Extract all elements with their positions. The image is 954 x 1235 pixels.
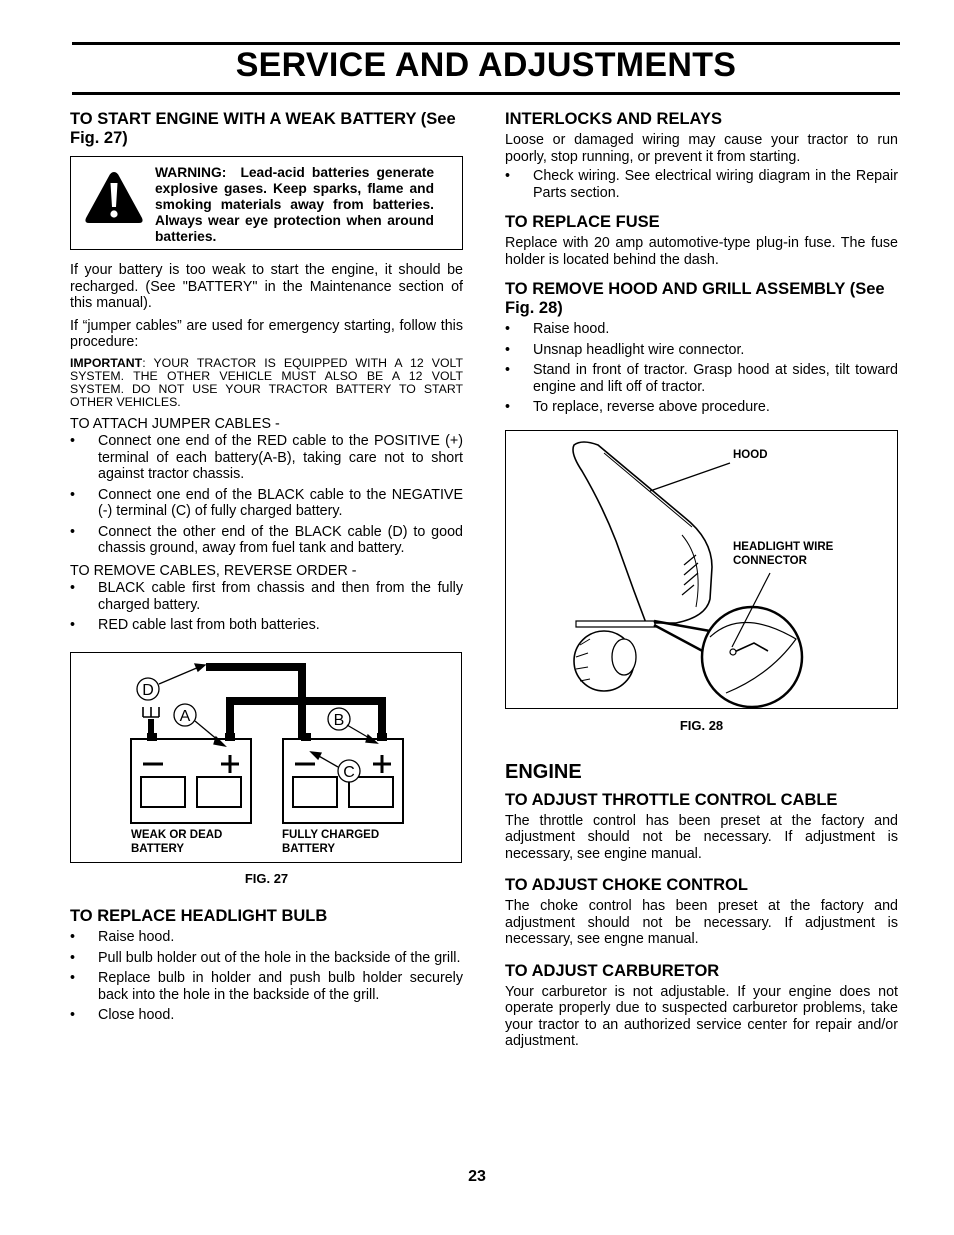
page-number: 23 xyxy=(468,1168,486,1185)
list-item: • Pull bulb holder out of the hole in the backside of the grill. xyxy=(70,950,463,967)
throttle-heading: TO ADJUST THROTTLE CONTROL CABLE xyxy=(505,790,838,809)
terminal xyxy=(377,733,387,741)
list-item: • Connect one end of the RED cable to the POSITIVE (+) terminal of each battery(A-B), taking care not to short against tractor chassis. xyxy=(70,433,463,483)
battery-cell xyxy=(349,777,393,807)
list-item: • Replace bulb in holder and push bulb holder securely back into the hole in the backside of the grill. xyxy=(70,970,463,1003)
carburetor-text: Your carburetor is not adjustable. If your engine does not operate properly due to suspected carburetor problems, take your tractor to an authorized service center for repair and/or adjustment. xyxy=(505,983,898,1049)
figure-28 xyxy=(505,430,898,709)
chassis-frame xyxy=(576,621,656,627)
remove-steps-list xyxy=(70,580,463,634)
battery-cell xyxy=(197,777,241,807)
weak-battery-heading: TO START ENGINE WITH A WEAK BATTERY (See Fig. 27) xyxy=(70,110,456,147)
figure-27 xyxy=(70,652,462,863)
weak-battery-para-1: If your battery is too weak to start the engine, it should be recharged. (See "BATTERY" in the Maintenance section of this manual). xyxy=(70,262,463,311)
choke-heading: TO ADJUST CHOKE CONTROL xyxy=(505,876,748,894)
important-text: : YOUR TRACTOR IS EQUIPPED WITH A 12 VOLT SYSTEM. THE OTHER VEHICLE MUST ALSO BE A 12 VOLT SYSTEM. DO NOT USE YOUR TRACTOR BATTERY TO START OTHER VEHICLES. xyxy=(70,355,463,410)
important-label: IMPORTANT xyxy=(70,355,143,370)
warning-box xyxy=(70,156,463,250)
throttle-text: The throttle control has been preset at the factory and adjustment should not be necessary. If adjustment is necessary, see engine manual. xyxy=(505,812,898,862)
warning-body: Lead-acid batteries generate explosive gases. Keep sparks, flame and smoking materials away from batteries. Always wear eye protection when around batteries. xyxy=(155,165,435,244)
list-item: • Close hood. xyxy=(70,1007,463,1024)
list-item: • BLACK cable first from chassis and then from the fully charged battery. xyxy=(70,580,463,613)
warning-label: WARNING xyxy=(155,165,222,180)
list-item: • Connect one end of the BLACK cable to the NEGATIVE (-) terminal (C) of fully charged battery. xyxy=(70,487,463,520)
list-item: • Unsnap headlight wire connector. xyxy=(505,342,898,359)
carburetor-heading: TO ADJUST CARBURETOR xyxy=(505,961,720,980)
connector-plug-icon xyxy=(730,649,736,655)
charged-battery-outline xyxy=(283,739,403,823)
hood-heading: TO REMOVE HOOD AND GRILL ASSEMBLY (See Fig. 28) xyxy=(505,280,885,317)
hood-leader-line xyxy=(650,463,730,491)
callout-a-label: A xyxy=(179,707,191,725)
callout-c-label: C xyxy=(343,763,355,781)
detail-circle xyxy=(702,607,802,707)
plus-sign-icon xyxy=(373,755,391,773)
battery-cell xyxy=(293,777,337,807)
title-underline xyxy=(72,92,900,95)
top-rule xyxy=(72,42,900,45)
figure-28-caption: FIG. 28 xyxy=(679,717,724,733)
charged-battery-label-1: FULLY CHARGED xyxy=(282,828,380,841)
interlocks-list xyxy=(505,168,898,201)
terminal xyxy=(147,733,157,741)
hood-outline xyxy=(573,442,712,623)
weak-battery-para-2: If “jumper cables” are used for emergency starting, follow this procedure: xyxy=(70,317,463,350)
fuse-heading: TO REPLACE FUSE xyxy=(505,213,660,231)
warning-text: WARNING: Lead-acid batteries generate explosive gases. Keep sparks, flame and smoking materials away from batteries. Always wear eye protection when around batteries. xyxy=(155,165,435,244)
warning-triangle-icon xyxy=(83,169,145,227)
hood-steps-list xyxy=(505,321,898,416)
wheel-hub xyxy=(612,639,636,675)
terminal xyxy=(225,733,235,741)
attach-label: TO ATTACH JUMPER CABLES - xyxy=(70,415,280,432)
jumper-cable-diagram xyxy=(71,653,461,862)
plus-sign-icon xyxy=(221,755,239,773)
remove-label: TO REMOVE CABLES, REVERSE ORDER - xyxy=(70,562,357,579)
left-column xyxy=(70,110,463,1030)
right-column xyxy=(505,110,898,1056)
list-item: • Raise hood. xyxy=(70,929,463,946)
list-item: • RED cable last from both batteries. xyxy=(70,617,463,634)
important-note xyxy=(70,357,463,410)
list-item: • Check wiring. See electrical wiring diagram in the Repair Parts section. xyxy=(505,168,898,201)
connector-label-1: HEADLIGHT WIRE xyxy=(733,540,834,553)
charged-battery-label-2: BATTERY xyxy=(282,842,336,855)
headlight-steps-list xyxy=(70,929,463,1024)
interlocks-text: Loose or damaged wiring may cause your tractor to run poorly, stop running, or prevent it from starting. xyxy=(505,132,898,165)
engine-heading: ENGINE xyxy=(505,761,582,783)
list-item: • Connect the other end of the BLACK cable (D) to good chassis ground, away from fuel tank and battery. xyxy=(70,524,463,557)
callout-d-label: D xyxy=(142,681,154,699)
battery-cell xyxy=(141,777,185,807)
hood-label: HOOD xyxy=(733,448,768,461)
list-item: • Raise hood. xyxy=(505,321,898,338)
ground-symbol-icon xyxy=(143,707,159,717)
page-title: SERVICE AND ADJUSTMENTS xyxy=(235,46,737,84)
list-item: • Stand in front of tractor. Grasp hood at sides, tilt toward engine and lift off of tractor. xyxy=(505,362,898,395)
weak-battery-label-1: WEAK OR DEAD xyxy=(131,828,223,841)
hood-removal-illustration xyxy=(506,431,897,708)
attach-steps-list xyxy=(70,433,463,557)
weak-battery-label-2: BATTERY xyxy=(131,842,185,855)
connector-label-2: CONNECTOR xyxy=(733,554,807,567)
choke-text: The choke control has been preset at the factory and adjustment should not be necessary. If adjustment is necessary, see engne manual. xyxy=(505,898,898,947)
figure-27-caption: FIG. 27 xyxy=(244,870,289,886)
interlocks-heading: INTERLOCKS AND RELAYS xyxy=(505,110,722,128)
fuse-text: Replace with 20 amp automotive-type plug-in fuse. The fuse holder is located behind the dash. xyxy=(505,235,898,268)
list-item: • To replace, reverse above procedure. xyxy=(505,399,898,416)
weak-battery-outline xyxy=(131,739,251,823)
callout-b-label: B xyxy=(333,711,345,729)
headlight-heading: TO REPLACE HEADLIGHT BULB xyxy=(70,907,328,926)
